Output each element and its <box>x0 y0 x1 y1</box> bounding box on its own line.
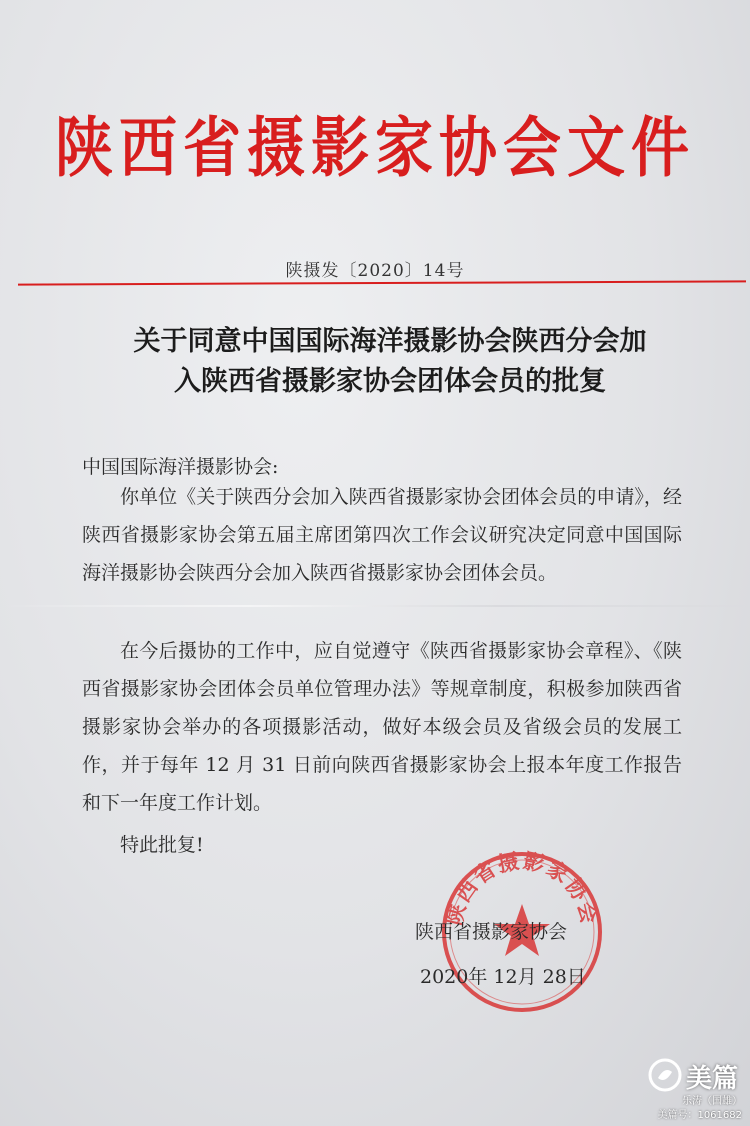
recipient-line: 中国国际海洋摄影协会: <box>82 456 279 478</box>
svg-text:陕西省摄影家协会: 陕西省摄影家协会 <box>442 848 602 928</box>
document-title-line2: 入陕西省摄影家协会团体会员的批复 <box>174 366 606 397</box>
document-number: 陕摄发〔2020〕14号 <box>285 261 465 281</box>
document-title <box>80 322 700 402</box>
signature-organization: 陕西省摄影家协会 <box>415 921 568 943</box>
watermark-user: 乐涛（国雄） <box>682 1096 742 1107</box>
body-paragraph-1: 你单位《关于陕西分会加入陕西省摄影家协会团体会员的申请》，经陕西省摄影家协会第五届主席团第四次工作会议研究决定同意中国国际海洋摄影协会陕西分会加入陕西省摄影家协会团体会员。 <box>82 486 682 584</box>
closing-line: 特此批复! <box>120 834 204 856</box>
signature-date: 2020年 12月 28日 <box>420 966 586 988</box>
watermark-id: 美篇号：1061682 <box>657 1110 742 1121</box>
paper-fold-crease <box>0 605 750 607</box>
meipian-logo-icon <box>648 1058 682 1092</box>
document-title-line1: 关于同意中国国际海洋摄影协会陕西分会加 <box>133 326 647 357</box>
document-header-title: 陕西省摄影家协会文件 <box>54 109 695 186</box>
body-paragraph-2: 在今后摄协的工作中，应自觉遵守《陕西省摄影家协会章程》、《陕西省摄影家协会团体会员单位管理办法》等规章制度，积极参加陕西省摄影家协会举办的各项摄影活动，做好本级会员及省级会员的发展工作，并于每年 12 月 31 日前向陕西省摄影家协会上报本年度工作报告和下一年度工作计划。 <box>82 640 682 814</box>
watermark-brand: 美篇 <box>686 1064 739 1094</box>
